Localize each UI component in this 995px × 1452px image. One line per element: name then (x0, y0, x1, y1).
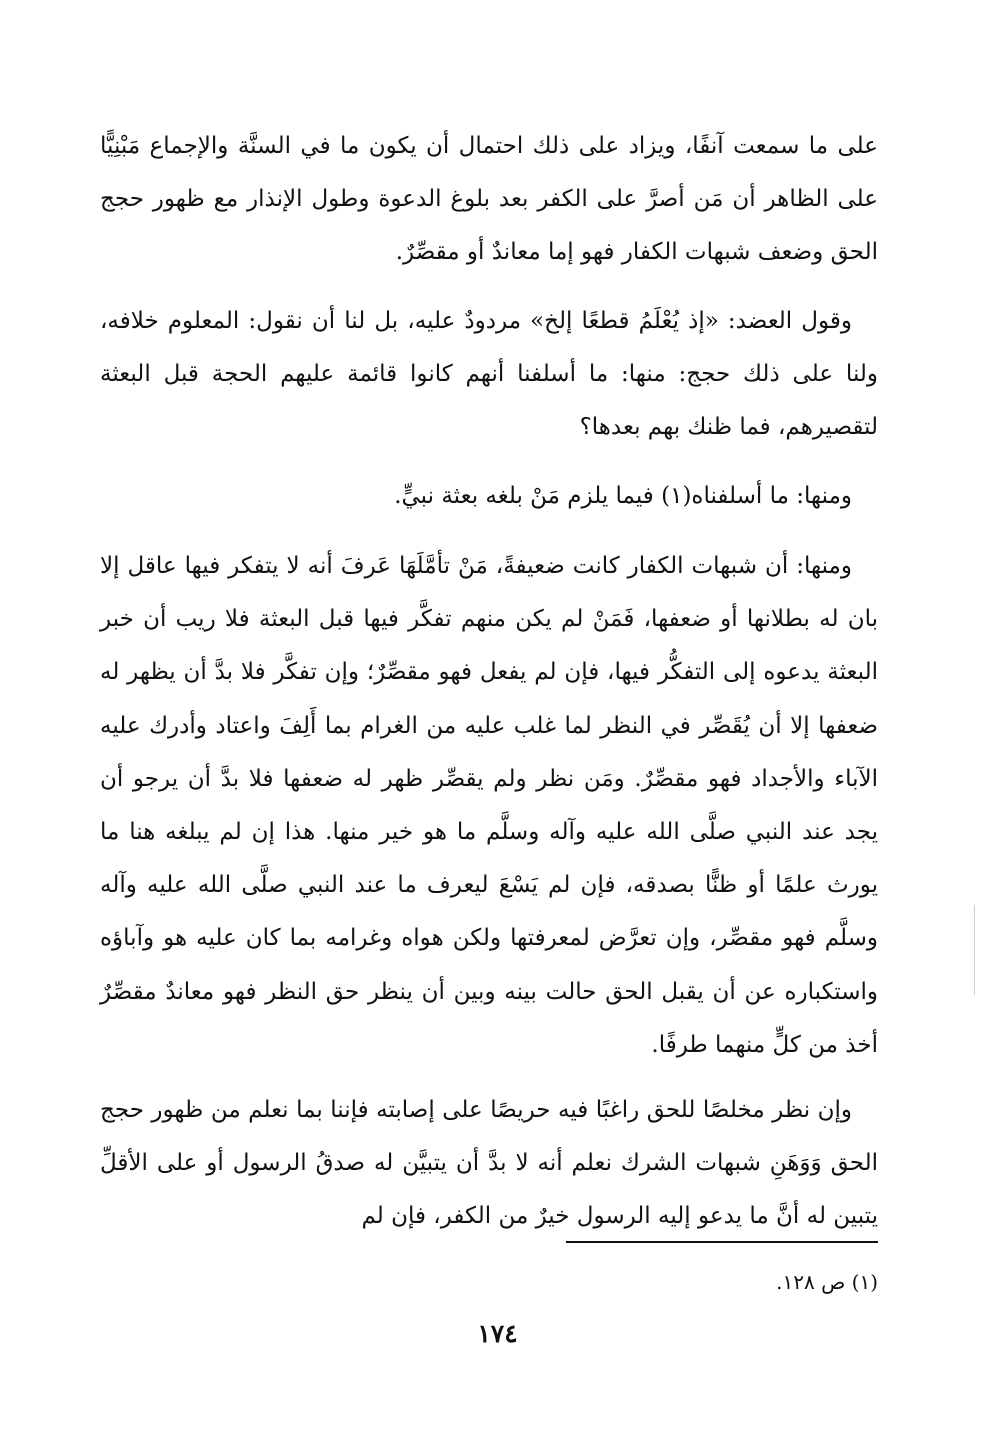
scan-margin-mark (974, 905, 975, 995)
footnote: (١) ص ١٢٨. (776, 1270, 878, 1294)
paragraph-third-argument: ومنها: أن شبهات الكفار كانت ضعيفةً، مَنْ تأمَّلَهَا عَرفَ أنه لا يتفكر فيها عاقل إلا بان له بطلانها أو ضعفها، فَمَنْ لم يكن منهم تفكَّر فيها قبل البعثة فلا ريب أن خبر البعثة يدعوه إلى التفكُّر فيها، فإن لم يفعل فهو مقصِّرٌ؛ وإن تفكَّر فلا بدَّ أن يظهر له ضعفها إلا أن يُقَصِّر في النظر لما غلب عليه من الغرام بما أَلِفَ واعتاد وأدرك عليه الآباء والأجداد فهو مقصِّرٌ. ومَن نظر ولم يقصِّر ظهر له ضعفها فلا بدَّ أن يرجو أن يجد عند النبي صلَّى الله عليه وآله وسلَّم ما هو خير منها. هذا إن لم يبلغه هنا ما يورث علمًا أو ظنًّا بصدقه، فإن لم يَسْعَ ليعرف ما عند النبي صلَّى الله عليه وآله وسلَّم فهو مقصِّر، وإن تعرَّض لمعرفتها ولكن هواه وغرامه بما كان عليه هو وآباؤه واستكباره عن أن يقبل الحق حالت بينه وبين أن ينظر حق النظر فهو معاندٌ مقصِّرٌ أخذ من كلٍّ منهما طرفًا. (100, 553, 878, 1058)
paragraph-continuation: على ما سمعت آنفًا، ويزاد على ذلك احتمال أن يكون ما في السنَّة والإجماع مَبْنِيًّا على الظاهر أن مَن أصرَّ على الكفر بعد بلوغ الدعوة وطول الإنذار مع ظهور حجج الحق وضعف شبهات الكفار فهو إما معاندٌ أو مقصِّرٌ. (100, 133, 878, 266)
footnote-divider (566, 1241, 878, 1243)
page-number: ١٧٤ (477, 1319, 518, 1348)
paragraph-second-argument: ومنها: ما أسلفناه(١) فيما يلزم مَنْ بلغه بعثة نبيٍّ. (394, 483, 852, 509)
paragraph-adud-reply: وقول العضد: «إذ يُعْلَمُ قطعًا إلخ» مردودٌ عليه، بل لنا أن نقول: المعلوم خلافه، ولنا على ذلك حجج: منها: ما أسلفنا أنهم كانوا قائمة عليهم الحجة قبل البعثة لتقصيرهم، فما ظنك بهم بعدها؟ (100, 308, 878, 441)
paragraph-sincere-seeker: وإن نظر مخلصًا للحق راغبًا فيه حريصًا على إصابته فإننا بما نعلم من ظهور حجج الحق وَوَهَنِ شبهات الشرك نعلم أنه لا بدَّ أن يتبيَّن له صدقُ الرسول أو على الأقلِّ يتبين له أنَّ ما يدعو إليه الرسول خيرٌ من الكفر، فإن لم (100, 1097, 878, 1230)
